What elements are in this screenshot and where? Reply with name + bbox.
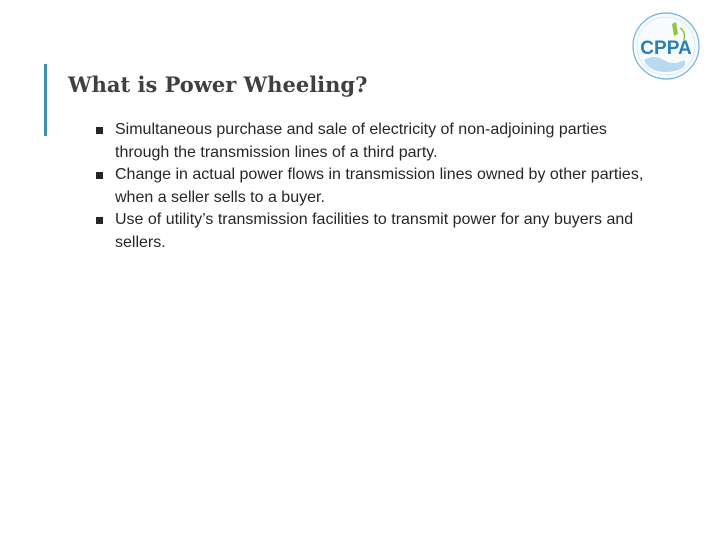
square-bullet-icon: [96, 217, 103, 224]
bullet-text: Use of utility’s transmission facilities to transmit power for any buyers and sellers.: [115, 211, 634, 251]
cppa-logo: [626, 10, 706, 82]
bullet-list: [96, 119, 656, 254]
square-bullet-icon: [96, 172, 103, 179]
title-accent-bar: [44, 64, 47, 136]
slide-title: What is Power Wheeling?: [68, 72, 368, 97]
bullet-item: [96, 164, 656, 209]
bullet-text: Change in actual power flows in transmission lines owned by other parties, when a seller sells to a buyer.: [115, 166, 644, 206]
logo-text: CPPA: [640, 38, 692, 59]
square-bullet-icon: [96, 127, 103, 134]
bullet-text: Simultaneous purchase and sale of electricity of non-adjoining parties through the transmission lines of a third party.: [115, 121, 607, 161]
bullet-item: [96, 119, 656, 164]
bullet-item: [96, 209, 656, 254]
cppa-logo-icon: [626, 10, 706, 82]
